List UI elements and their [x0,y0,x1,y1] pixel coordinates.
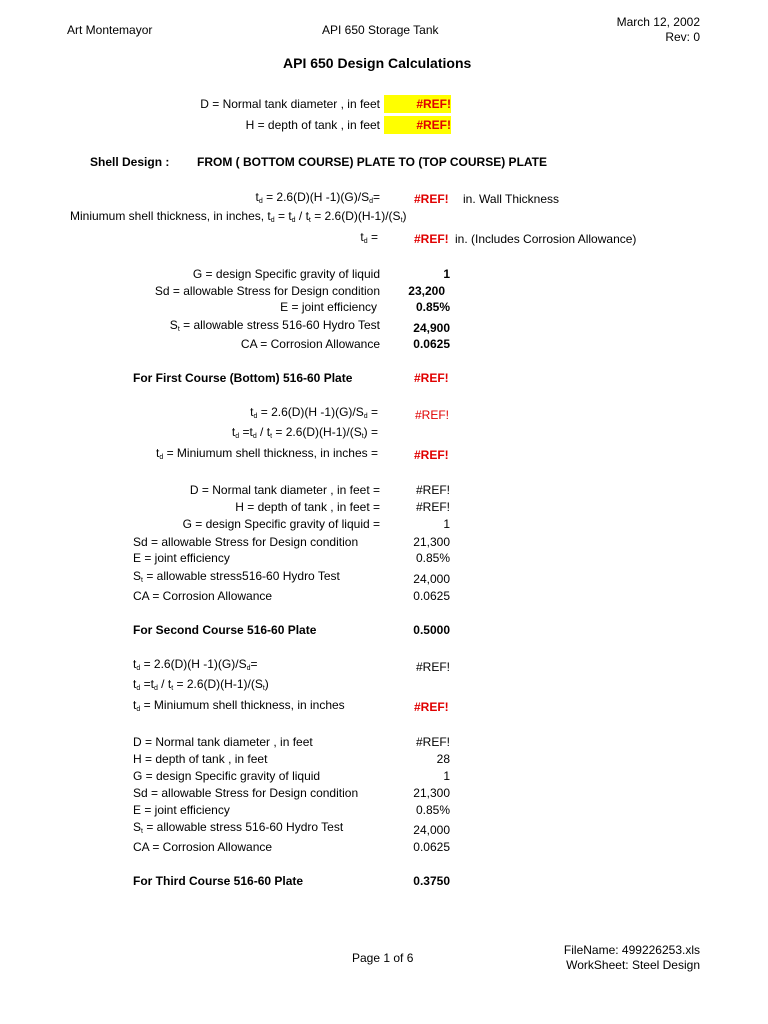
course1-formula3: $t_d$ = Miniumum shell thickness, in inches = [155,446,378,461]
page-number: Page 1 of 6 [352,951,414,965]
course2-formula2: $t_d =t_d / t_t = 2.6(D)(H-1)/(S_t)$ [133,677,269,692]
param-e-value: 0.85% [415,300,450,314]
course2-formula1-value: #REF! [415,660,450,674]
course1-formula1-value: #REF! [415,408,450,422]
td-note: in. Wall Thickness [463,192,560,206]
course2-g-label: G = design Specific gravity of liquid [133,769,321,783]
param-ca-value: 0.0625 [413,337,450,351]
h-value: #REF! [384,116,451,134]
td2-note: in. (Includes Corrosion Allowance) [455,232,637,246]
course1-ca-label: CA = Corrosion Allowance [133,589,273,603]
course1-h-value: #REF! [415,500,450,514]
d-value: #REF! [384,95,451,113]
course1-formula2: $t_d =t_d / t_t = 2.6(D)(H-1)/(S_t)$ = [231,425,378,440]
page-title: API 650 Design Calculations [283,55,472,71]
course2-g-value: 1 [443,769,450,783]
course2-e-value: 0.85% [415,803,450,817]
course1-st-value: 24,000 [413,572,450,586]
course1-sd-value: 21,300 [413,535,450,549]
shell-heading: Shell Design : [90,155,170,169]
course2-ca-label: CA = Corrosion Allowance [133,840,273,854]
course2-e-label: E = joint efficiency [133,803,230,817]
param-g-label: G = design Specific gravity of liquid [192,267,380,281]
course2-sd-value: 21,300 [413,786,450,800]
course2-heading-value: 0.5000 [413,623,450,637]
course2-formula3-value: #REF! [414,700,449,714]
course1-sd-label: Sd = allowable Stress for Design condition [133,535,359,549]
doc-title: API 650 Storage Tank [322,23,439,37]
course2-sd-label: Sd = allowable Stress for Design condition [133,786,359,800]
param-sd-label: Sd = allowable Stress for Design condition [154,284,380,298]
td-formula: $t_d = 2.6(D)(H$ $-1)(G)/S_d=$ [255,190,380,205]
course1-g-label: G = design Specific gravity of liquid = [182,517,380,531]
course1-g-value: 1 [443,517,450,531]
author: Art Montemayor [67,23,153,37]
course1-st-label: $S_t$ = allowable stress516-60 Hydro Test [133,569,340,584]
param-st-value: 24,900 [413,321,450,335]
course2-st-value: 24,000 [413,823,450,837]
td-value: #REF! [414,192,449,206]
course2-d-value: #REF! [415,735,450,749]
course1-heading-value: #REF! [414,371,449,385]
course1-heading: For First Course (Bottom) 516-60 Plate [133,371,353,385]
course3-heading-value: 0.3750 [413,874,450,888]
course2-ca-value: 0.0625 [413,840,450,854]
course1-d-label: D = Normal tank diameter , in feet = [189,483,380,497]
param-e-label: E = joint efficiency [280,300,377,314]
course1-d-value: #REF! [415,483,450,497]
date: March 12, 2002 [616,15,700,29]
course1-formula3-value: #REF! [414,448,449,462]
course2-formula1: $t_d = 2.6(D)(H$ $-1)(G)/S_d=$ [133,657,258,672]
course2-d-label: D = Normal tank diameter , in feet [133,735,313,749]
d-label: D = Normal tank diameter , in feet [200,97,380,111]
course3-heading: For Third Course 516-60 Plate [133,874,304,888]
course2-h-label: H = depth of tank , in feet [133,752,268,766]
h-label: H = depth of tank , in feet [245,118,380,132]
course2-h-value: 28 [436,752,450,766]
td2-value: #REF! [414,232,449,246]
param-ca-label: CA = Corrosion Allowance [240,337,380,351]
footer-filename: FileName: 499226253.xls [563,943,700,957]
course2-heading: For Second Course 516-60 Plate [133,623,317,637]
td2-label: $t_d$ = [360,230,378,245]
course1-formula1: $t_d = 2.6(D)(H$ $-1)(G)/S_d$ = [250,405,378,420]
param-st-label: $S_t$ = allowable stress 516-60 Hydro Test [169,318,380,333]
course2-st-label: $S_t$ = allowable stress 516-60 Hydro Test [133,820,344,835]
revision: Rev: 0 [665,30,700,44]
course1-ca-value: 0.0625 [413,589,450,603]
course2-formula3: $t_d$ = Miniumum shell thickness, in inches [133,698,345,713]
param-g-value: 1 [443,267,450,281]
course1-e-label: E = joint efficiency [133,551,230,565]
shell-subheading: FROM ( BOTTOM COURSE) PLATE TO (TOP COURSE) PLATE [197,155,548,169]
param-sd-value: 23,200 [408,284,445,298]
footer-worksheet: WorkSheet: Steel Design [566,958,700,972]
course1-e-value: 0.85% [415,551,450,565]
course1-h-label: H = depth of tank , in feet = [235,500,380,514]
min-thickness-formula: Miniumum shell thickness, in inches, $t_d = t_d / t_t = 2.6(D)(H-1)/(S_t)$ [70,209,407,224]
